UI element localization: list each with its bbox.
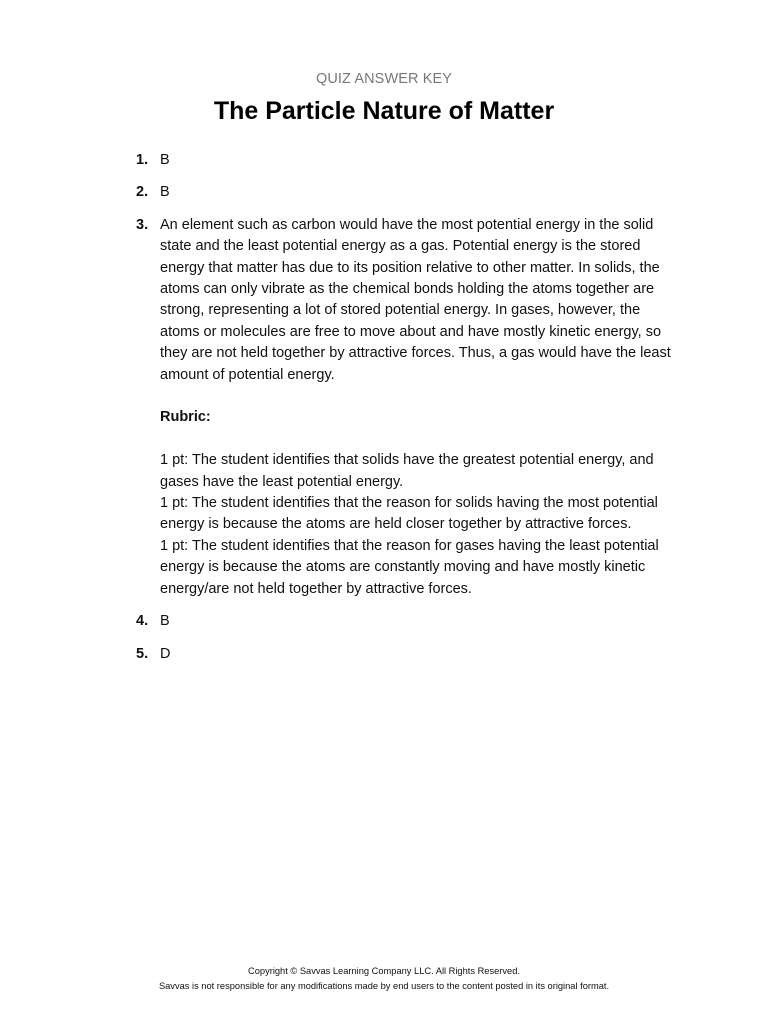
rubric-criterion: 1 pt: The student identifies that the reason for gases having the least potential energy is because the atoms are constantly moving and have mostly kinetic energy/are not held together by attractive forces. bbox=[160, 537, 659, 597]
disclaimer-notice: Savvas is not responsible for any modifications made by end users to the content posted in its original format. bbox=[158, 981, 610, 991]
answer-item-2 bbox=[130, 182, 678, 203]
rubric-criterion: 1 pt: The student identifies that the reason for solids having the most potential energy is because the atoms are held closer together by attractive forces. bbox=[160, 495, 658, 533]
answer-list bbox=[130, 150, 678, 676]
answer-item-5 bbox=[130, 644, 678, 665]
answer-number: 5. bbox=[136, 645, 149, 662]
answer-number: 4. bbox=[136, 613, 149, 630]
page-title: The Particle Nature of Matter bbox=[213, 97, 555, 125]
answer-item-3 bbox=[130, 215, 678, 600]
answer-text: B bbox=[160, 184, 170, 201]
answer-number: 2. bbox=[136, 184, 149, 201]
answer-number: 1. bbox=[136, 152, 149, 168]
answer-text: B bbox=[160, 613, 170, 630]
answer-item-1 bbox=[130, 150, 678, 171]
answer-text: D bbox=[160, 645, 171, 662]
document-label: QUIZ ANSWER KEY bbox=[315, 71, 453, 87]
rubric-criterion: 1 pt: The student identifies that solids have the greatest potential energy, and gases have the least potential energy. bbox=[160, 452, 654, 490]
copyright-notice: Copyright © Savvas Learning Company LLC. All Rights Reserved. bbox=[248, 966, 520, 976]
answer-text: An element such as carbon would have the most potential energy in the solid state and the least potential energy as a gas. Potential energy is the stored energy that matter has due to its position relative to other matter. In solids, the atoms can only vibrate as the chemical bonds holding the atoms together are strong, representing a lot of stored potential energy. In gases, however, the atoms or molecules are free to move about and have mostly kinetic energy, so they are not held together by attractive forces. Thus, a gas would have the least amount of potential energy. bbox=[160, 216, 671, 383]
answer-text: B bbox=[160, 152, 170, 168]
page-footer bbox=[0, 964, 768, 994]
answer-number: 3. bbox=[136, 216, 149, 233]
rubric-heading: Rubric: bbox=[160, 409, 211, 426]
answer-item-4 bbox=[130, 611, 678, 632]
